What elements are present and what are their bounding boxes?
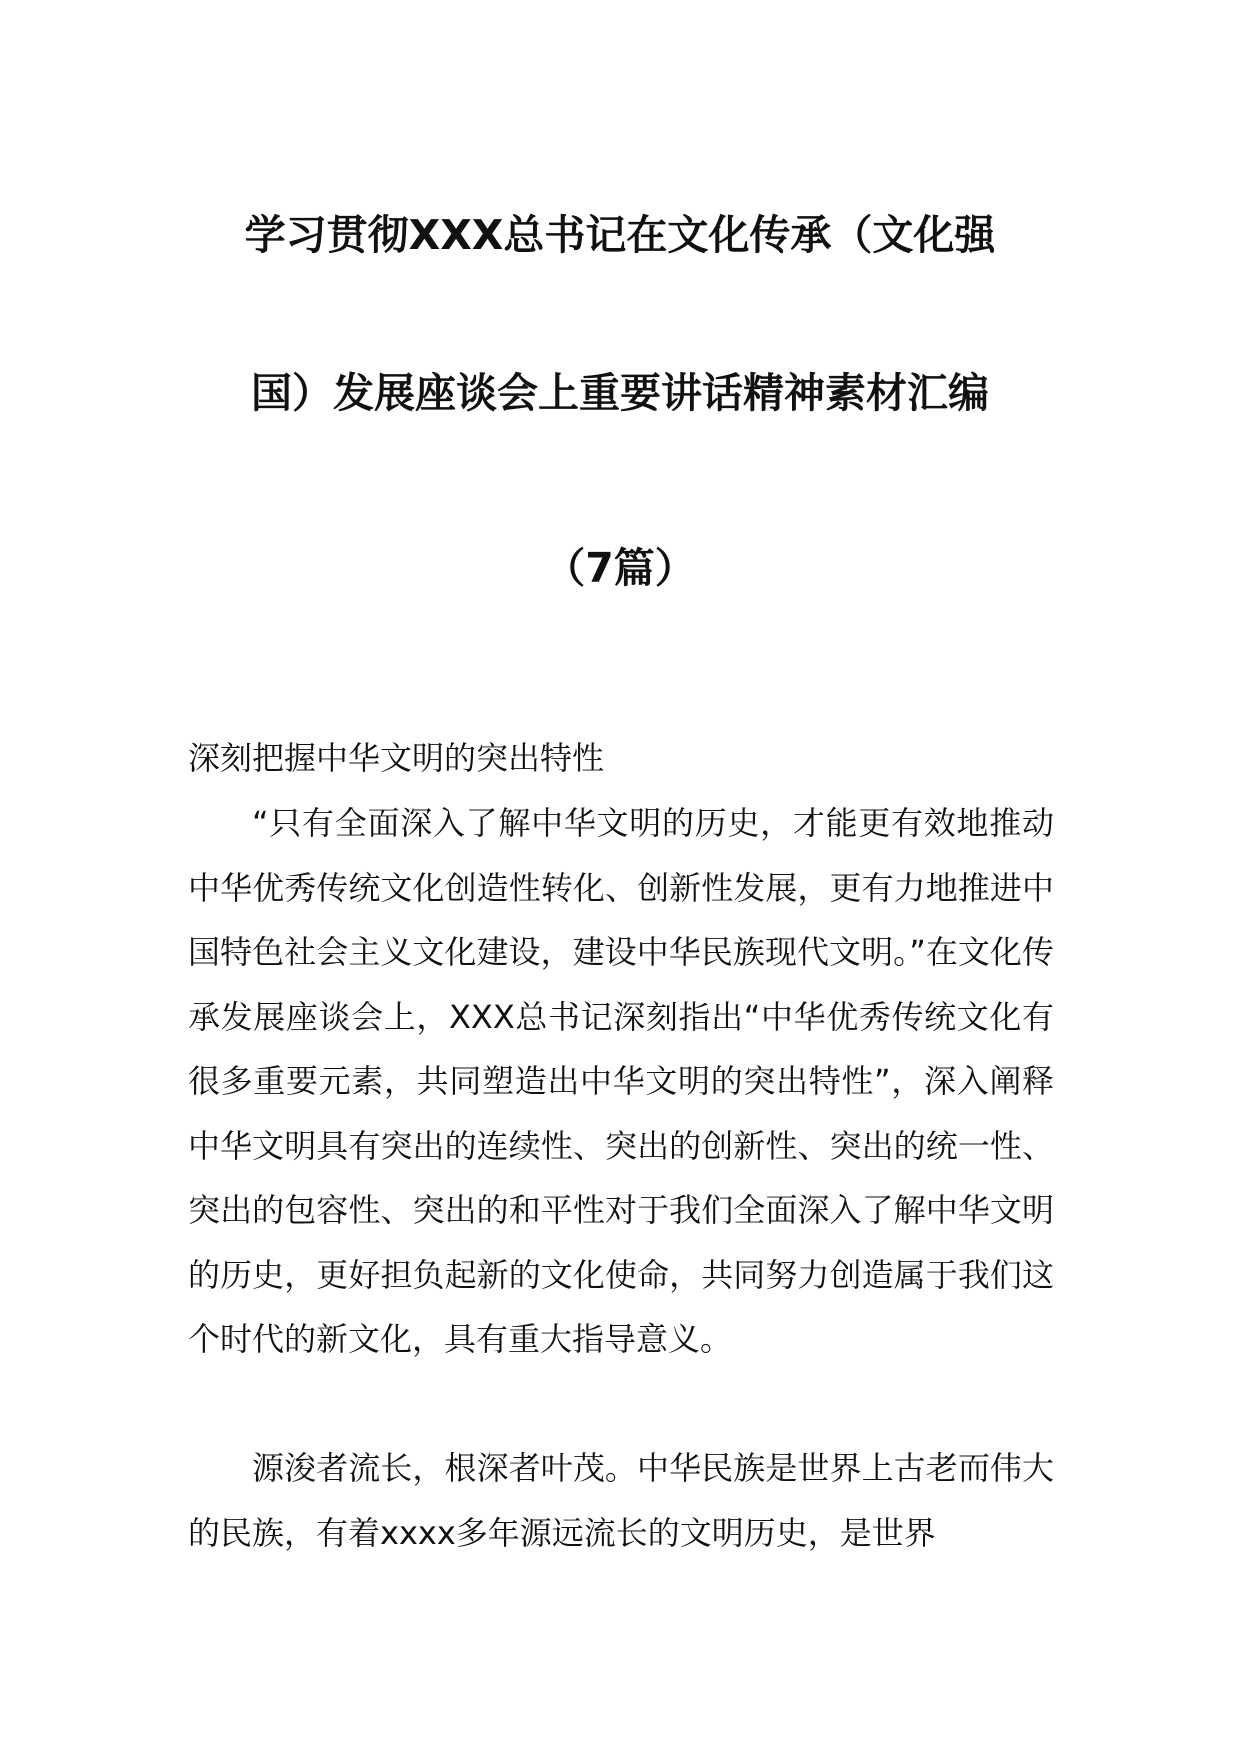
document-title-count: （7篇）: [544, 544, 696, 592]
section-heading: 深刻把握中华文明的突出特性: [188, 739, 605, 777]
body-paragraph: “只有全面深入了解中华文明的历史，才能更有效地推动中华优秀传统文化创造性转化、创新性发展，更有力地推进中国特色社会主义文化建设，建设中华民族现代文明。”在文化传承发展座谈会上，XXX总书记深刻指出“中华优秀传统文化有很多重要元素，共同塑造出中华文明的突出特性”，深入阐释中华文明具有突出的连续性、突出的创新性、突出的统一性、突出的包容性、突出的和平性对于我们全面深入了解中华文明的历史，更好担负起新的文化使命，共同努力创造属于我们这个时代的新文化，具有重大指导意义。: [188, 804, 1054, 1358]
body-paragraph: 源浚者流长，根深者叶茂。中华民族是世界上古老而伟大的民族，有着xxxx多年源远流长的文明历史，是世界: [188, 1449, 1054, 1552]
document-title-line-2: 国）发展座谈会上重要讲话精神素材汇编: [251, 369, 989, 417]
document-title-line-1: 学习贯彻XXX总书记在文化传承（文化强: [244, 211, 996, 259]
